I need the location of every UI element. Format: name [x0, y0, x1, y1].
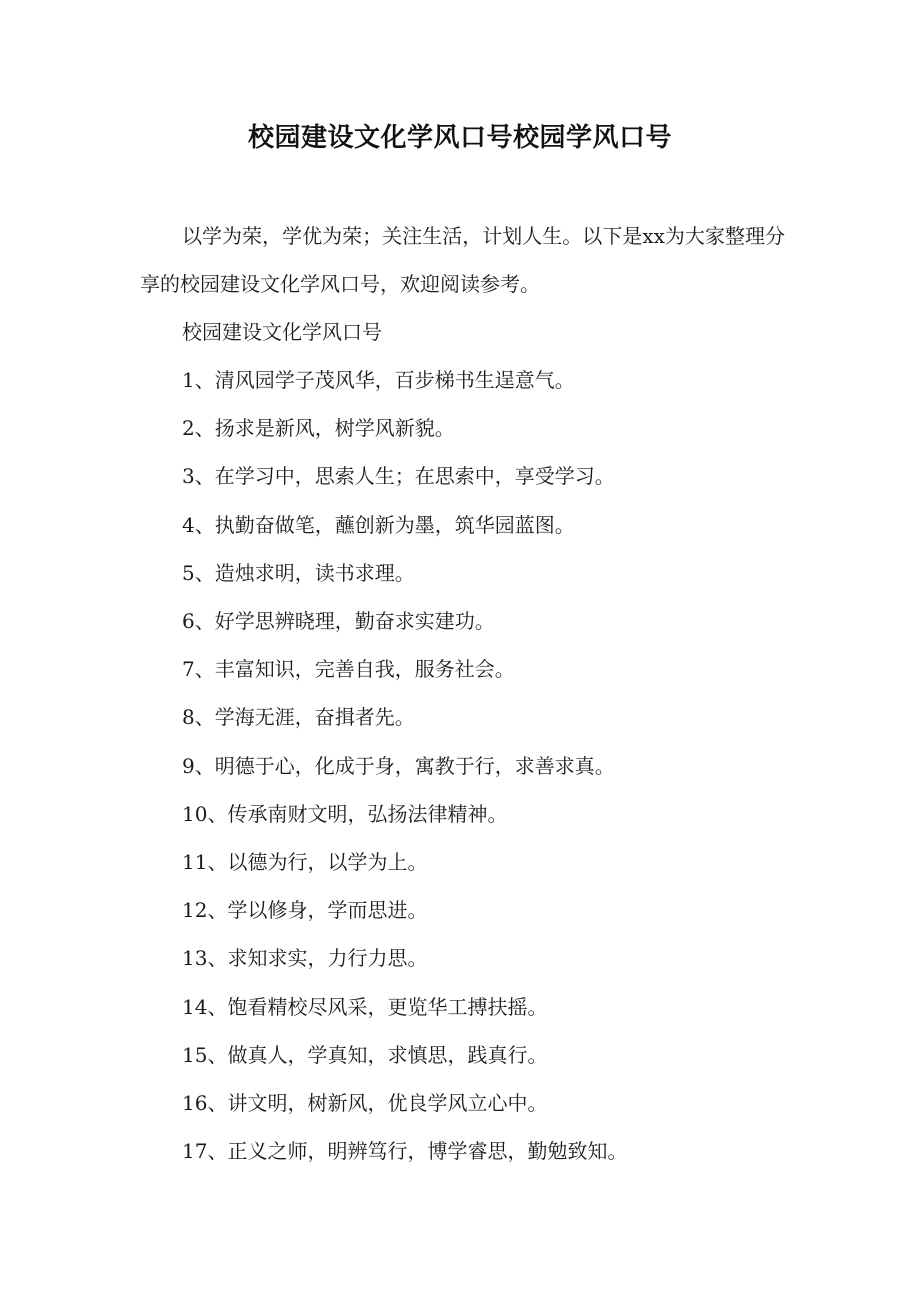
- slogan-item: 1、清风园学子茂风华，百步梯书生逞意气。: [182, 368, 575, 392]
- intro-paragraph: 以学为荣，学优为荣；关注生活，计划人生。以下是xx为大家整理分享的校园建设文化学风口号，欢迎阅读参考。: [140, 224, 785, 296]
- slogan-item: 13、求知求实，力行力思。: [182, 946, 428, 971]
- slogan-item: 17、正义之师，明辨笃行，博学睿思，勤勉致知。: [182, 1139, 628, 1164]
- slogan-item: 12、学以修身，学而思进。: [182, 898, 428, 923]
- document-title: 校园建设文化学风口号校园学风口号: [247, 123, 672, 153]
- slogan-item: 11、以德为行，以学为上。: [182, 850, 428, 875]
- slogan-item: 16、讲文明，树新风，优良学风立心中。: [182, 1091, 548, 1116]
- section-heading: 校园建设文化学风口号: [182, 320, 382, 344]
- slogan-item: 15、做真人，学真知，求慎思，践真行。: [182, 1042, 548, 1067]
- slogan-item: 7、丰富知识，完善自我，服务社会。: [182, 657, 515, 682]
- slogan-item: 3、在学习中，思索人生；在思索中，享受学习。: [182, 464, 615, 489]
- slogan-item: 9、明德于心，化成于身，寓教于行，求善求真。: [182, 753, 615, 778]
- slogan-item: 4、执勤奋做笔，蘸创新为墨，筑华园蓝图。: [182, 512, 575, 537]
- slogan-item: 6、好学思辨晓理，勤奋求实建功。: [182, 609, 495, 634]
- slogan-item: 10、传承南财文明，弘扬法律精神。: [182, 801, 508, 826]
- slogan-item: 5、造烛求明，读书求理。: [182, 560, 415, 585]
- slogan-item: 14、饱看精校尽风采，更览华工搏扶摇。: [182, 994, 548, 1019]
- slogan-item: 2、扬求是新风，树学风新貌。: [182, 416, 455, 441]
- slogan-item: 8、学海无涯，奋揖者先。: [182, 705, 415, 730]
- slogan-list: [182, 356, 627, 1175]
